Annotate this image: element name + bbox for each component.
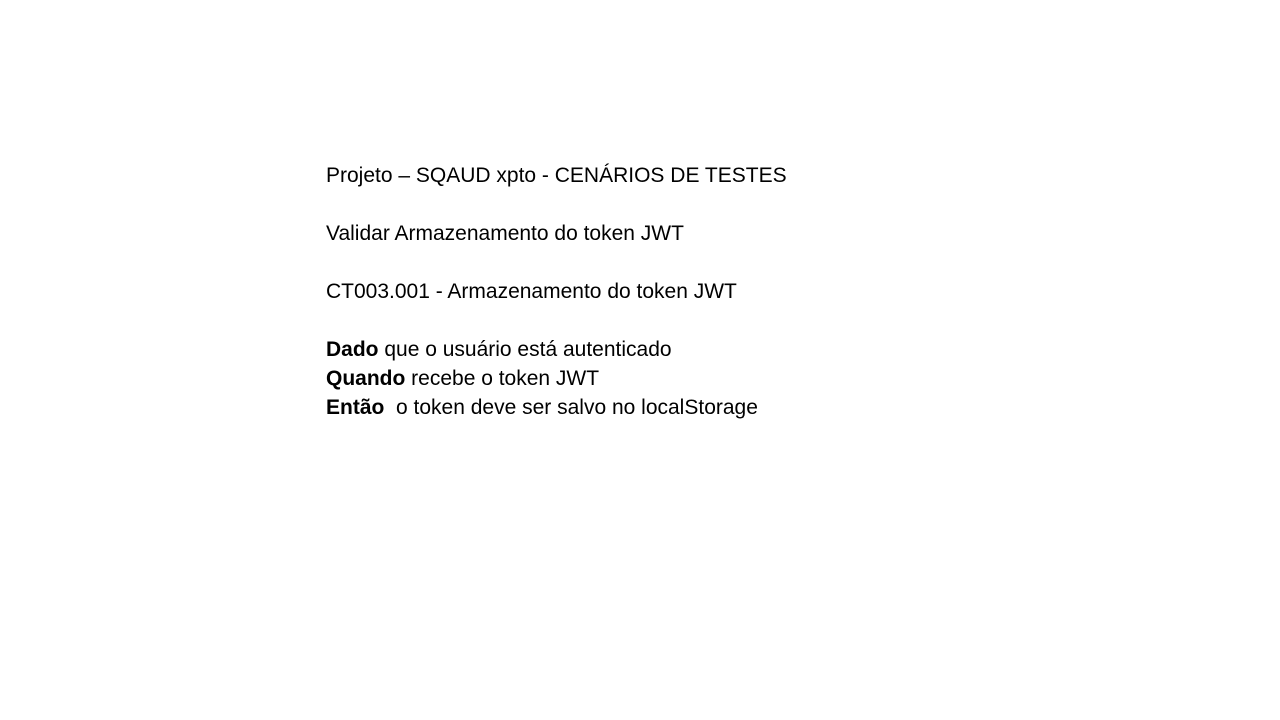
spacer: [326, 306, 787, 335]
step-given: [326, 335, 787, 364]
step-keyword: Quando: [326, 367, 406, 390]
step-keyword: Dado: [326, 338, 379, 361]
step-text: o token deve ser salvo no localStorage: [384, 396, 758, 419]
project-title: Projeto – SQAUD xpto - CENÁRIOS DE TESTES: [326, 164, 787, 187]
step-text: que o usuário está autenticado: [378, 338, 672, 361]
step-keyword: Então: [326, 396, 385, 419]
step-text: recebe o token JWT: [405, 367, 600, 390]
spacer: [326, 248, 787, 277]
step-when: [326, 364, 787, 393]
spacer: [326, 190, 787, 219]
test-case-title: CT003.001 - Armazenamento do token JWT: [326, 280, 737, 303]
feature-title: Validar Armazenamento do token JWT: [326, 222, 684, 245]
step-then: [326, 393, 787, 422]
text-box: [326, 161, 787, 422]
